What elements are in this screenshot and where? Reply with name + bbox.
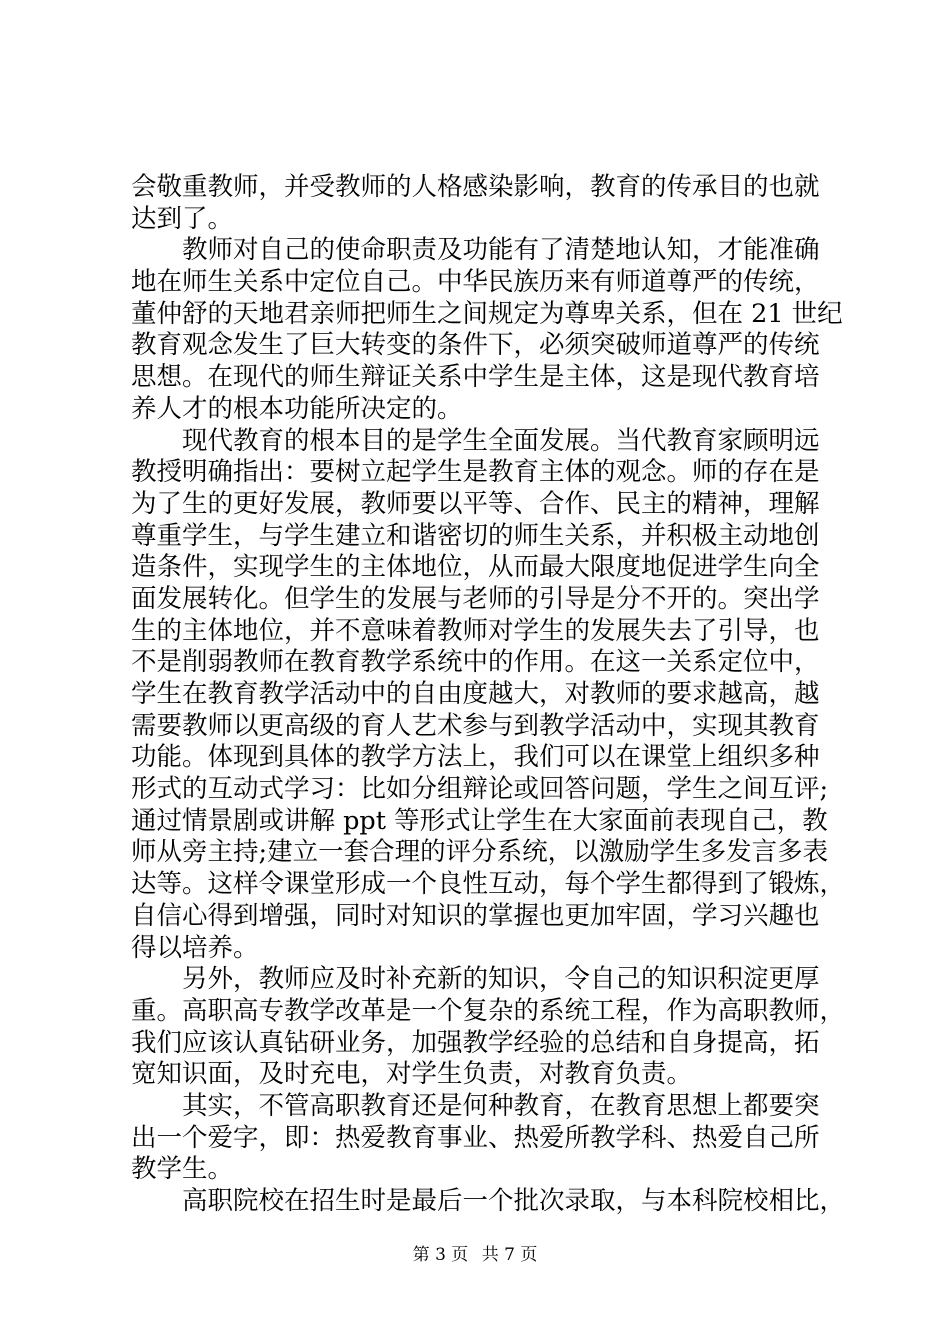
text-line: 教师对自己的使命职责及功能有了清楚地认知，才能准确 xyxy=(182,235,820,266)
text-line: 我们应该认真钻研业务，加强教学经验的总结和自身提高，拓 xyxy=(131,1027,820,1058)
text-line: 达到了。 xyxy=(131,203,234,234)
text-line: 地在师生关系中定位自己。中华民族历来有师道尊严的传统， xyxy=(131,267,820,298)
text-line: 其实，不管高职教育还是何种教育，在教育思想上都要突 xyxy=(182,1090,820,1121)
page-footer xyxy=(0,1245,950,1265)
text-line: 尊重学生，与学生建立和谐密切的师生关系，并积极主动地创 xyxy=(131,520,820,551)
text-line: 另外，教师应及时补充新的知识，令自己的知识积淀更厚 xyxy=(182,964,820,995)
text-line: 董仲舒的天地君亲师把师生之间规定为尊卑关系，但在 21 世纪 xyxy=(131,298,843,329)
text-line: 出一个爱字，即：热爱教育事业、热爱所教学科、热爱自己所 xyxy=(131,1122,820,1153)
text-line: 会敬重教师，并受教师的人格感染影响，教育的传承目的也就 xyxy=(131,172,820,202)
text-line: 宽知识面，及时充电，对学生负责，对教育负责。 xyxy=(131,1059,693,1090)
text-line: 面发展转化。但学生的发展与老师的引导是分不开的。突出学 xyxy=(131,583,820,614)
text-line: 思想。在现代的师生辩证关系中学生是主体，这是现代教育培 xyxy=(131,362,820,393)
text-line: 为了生的更好发展，教师要以平等、合作、民主的精神，理解 xyxy=(131,488,820,519)
text-line: 教育观念发生了巨大转变的条件下，必须突破师道尊严的传统 xyxy=(131,330,820,361)
text-line: 生的主体地位，并不意味着教师对学生的发展失去了引导，也 xyxy=(131,615,820,646)
text-line: 学生在教育教学活动中的自由度越大，对教师的要求越高，越 xyxy=(131,679,820,709)
body-text xyxy=(131,172,846,1218)
text-line: 养人才的根本功能所决定的。 xyxy=(131,393,463,424)
text-line: 师从旁主持;建立一套合理的评分系统，以激励学生多发言多表 xyxy=(131,837,829,868)
text-line: 通过情景剧或讲解 ppt 等形式让学生在大家面前表现自己，教 xyxy=(131,805,828,836)
text-line: 功能。体现到具体的教学方法上，我们可以在课堂上组织多种 xyxy=(131,742,820,773)
text-line: 教学生。 xyxy=(131,1154,234,1185)
text-line: 自信心得到增强，同时对知识的掌握也更加牢固，学习兴趣也 xyxy=(131,900,820,931)
text-line: 高职院校在招生时是最后一个批次录取，与本科院校相比， xyxy=(182,1186,846,1216)
text-line: 达等。这样令课堂形成一个良性互动，每个学生都得到了锻炼， xyxy=(131,869,846,900)
text-line: 现代教育的根本目的是学生全面发展。当代教育家顾明远 xyxy=(182,425,820,456)
text-line: 造条件，实现学生的主体地位，从而最大限度地促进学生向全 xyxy=(131,552,820,583)
text-line: 形式的互动式学习：比如分组辩论或回答问题，学生之间互评; xyxy=(131,774,829,805)
text-line: 重。高职高专教学改革是一个复杂的系统工程，作为高职教师， xyxy=(131,995,846,1026)
page-number: 第 3 页 xyxy=(412,1245,469,1265)
text-line: 教授明确指出：要树立起学生是教育主体的观念。师的存在是 xyxy=(131,457,820,488)
page-total: 共 7 页 xyxy=(481,1245,538,1265)
text-line: 得以培养。 xyxy=(131,932,259,963)
text-line: 不是削弱教师在教育教学系统中的作用。在这一关系定位中， xyxy=(131,647,820,678)
text-line: 需要教师以更高级的育人艺术参与到教学活动中，实现其教育 xyxy=(131,710,820,741)
